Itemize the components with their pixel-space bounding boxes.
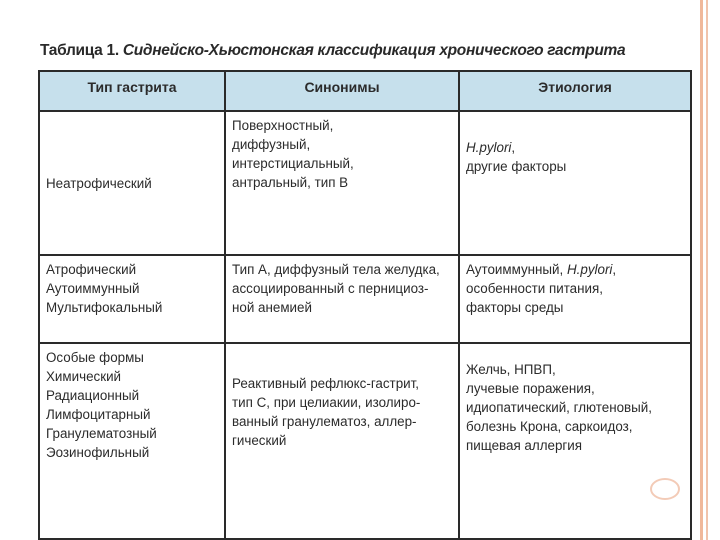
etiology-line [466,138,684,157]
type-line: Радиационный [46,388,140,403]
synonym-line: ассоциированный с пернициоз- [232,281,429,296]
type-line: Неатрофический [46,175,152,191]
synonym-line: Тип А, диффузный тела желудка, [232,262,440,277]
type-line: Особые формы [46,350,144,365]
synonym-line: ванный гранулематоз, аллер- [232,414,417,429]
cell-etiology [459,255,691,343]
etiology-line: пищевая аллергия [466,438,583,453]
slide-right-border [688,0,720,540]
type-line: Аутоиммунный [46,281,140,296]
etiology-line: Желчь, НПВП, [466,362,556,377]
type-line: Атрофический [46,262,137,277]
etiology-line: другие факторы [466,159,567,174]
table-row [39,343,691,539]
etiology-text: , [612,262,617,277]
type-line: Гранулематозный [46,426,157,441]
cell-synonyms [225,343,459,539]
synonym-line: диффузный, [232,137,311,152]
etiology-line: болезнь Крона, саркоидоз, [466,419,633,434]
cell-etiology [459,111,691,255]
synonym-line: ной анемией [232,300,312,315]
table-caption [40,42,660,60]
synonym-line: гический [232,433,287,448]
caption-title: Сиднейско-Хьюстонская классификация хронического гастрита [122,42,626,59]
type-line: Лимфоцитарный [46,407,151,422]
table-row [39,255,691,343]
synonym-line: антральный, тип В [232,175,349,190]
cell-etiology [459,343,691,539]
cell-type [39,111,225,255]
etiology-line: лучевые поражения, [466,381,595,396]
header-type: Тип гастрита [39,71,225,111]
table-header-row [39,71,691,111]
etiology-italic: H.pylori [566,262,613,277]
synonym-line: Реактивный рефлюкс-гастрит, [232,376,419,391]
table-row [39,111,691,255]
cell-type [39,343,225,539]
type-line: Мультифокальный [46,300,163,315]
cell-synonyms [225,111,459,255]
cell-synonyms [225,255,459,343]
type-line: Эозинофильный [46,445,150,460]
etiology-text: , [511,140,516,155]
header-synonyms: Синонимы [225,71,459,111]
etiology-line [466,260,684,279]
etiology-text: Аутоиммунный, [466,262,567,277]
cell-type [39,255,225,343]
type-line: Химический [46,369,122,384]
border-line [700,0,703,540]
caption-prefix: Таблица 1. [40,42,119,59]
etiology-line: факторы среды [466,300,564,315]
synonym-line: Поверхностный, [232,118,334,133]
header-etiology: Этиология [459,71,691,111]
classification-table [38,70,692,540]
etiology-italic: H.pylori [466,140,512,155]
etiology-line: особенности питания, [466,281,603,296]
synonym-line: интерстициальный, [232,156,354,171]
border-line [706,0,708,540]
synonym-line: тип С, при целиакии, изолиро- [232,395,421,410]
etiology-line: идиопатический, глютеновый, [466,400,652,415]
